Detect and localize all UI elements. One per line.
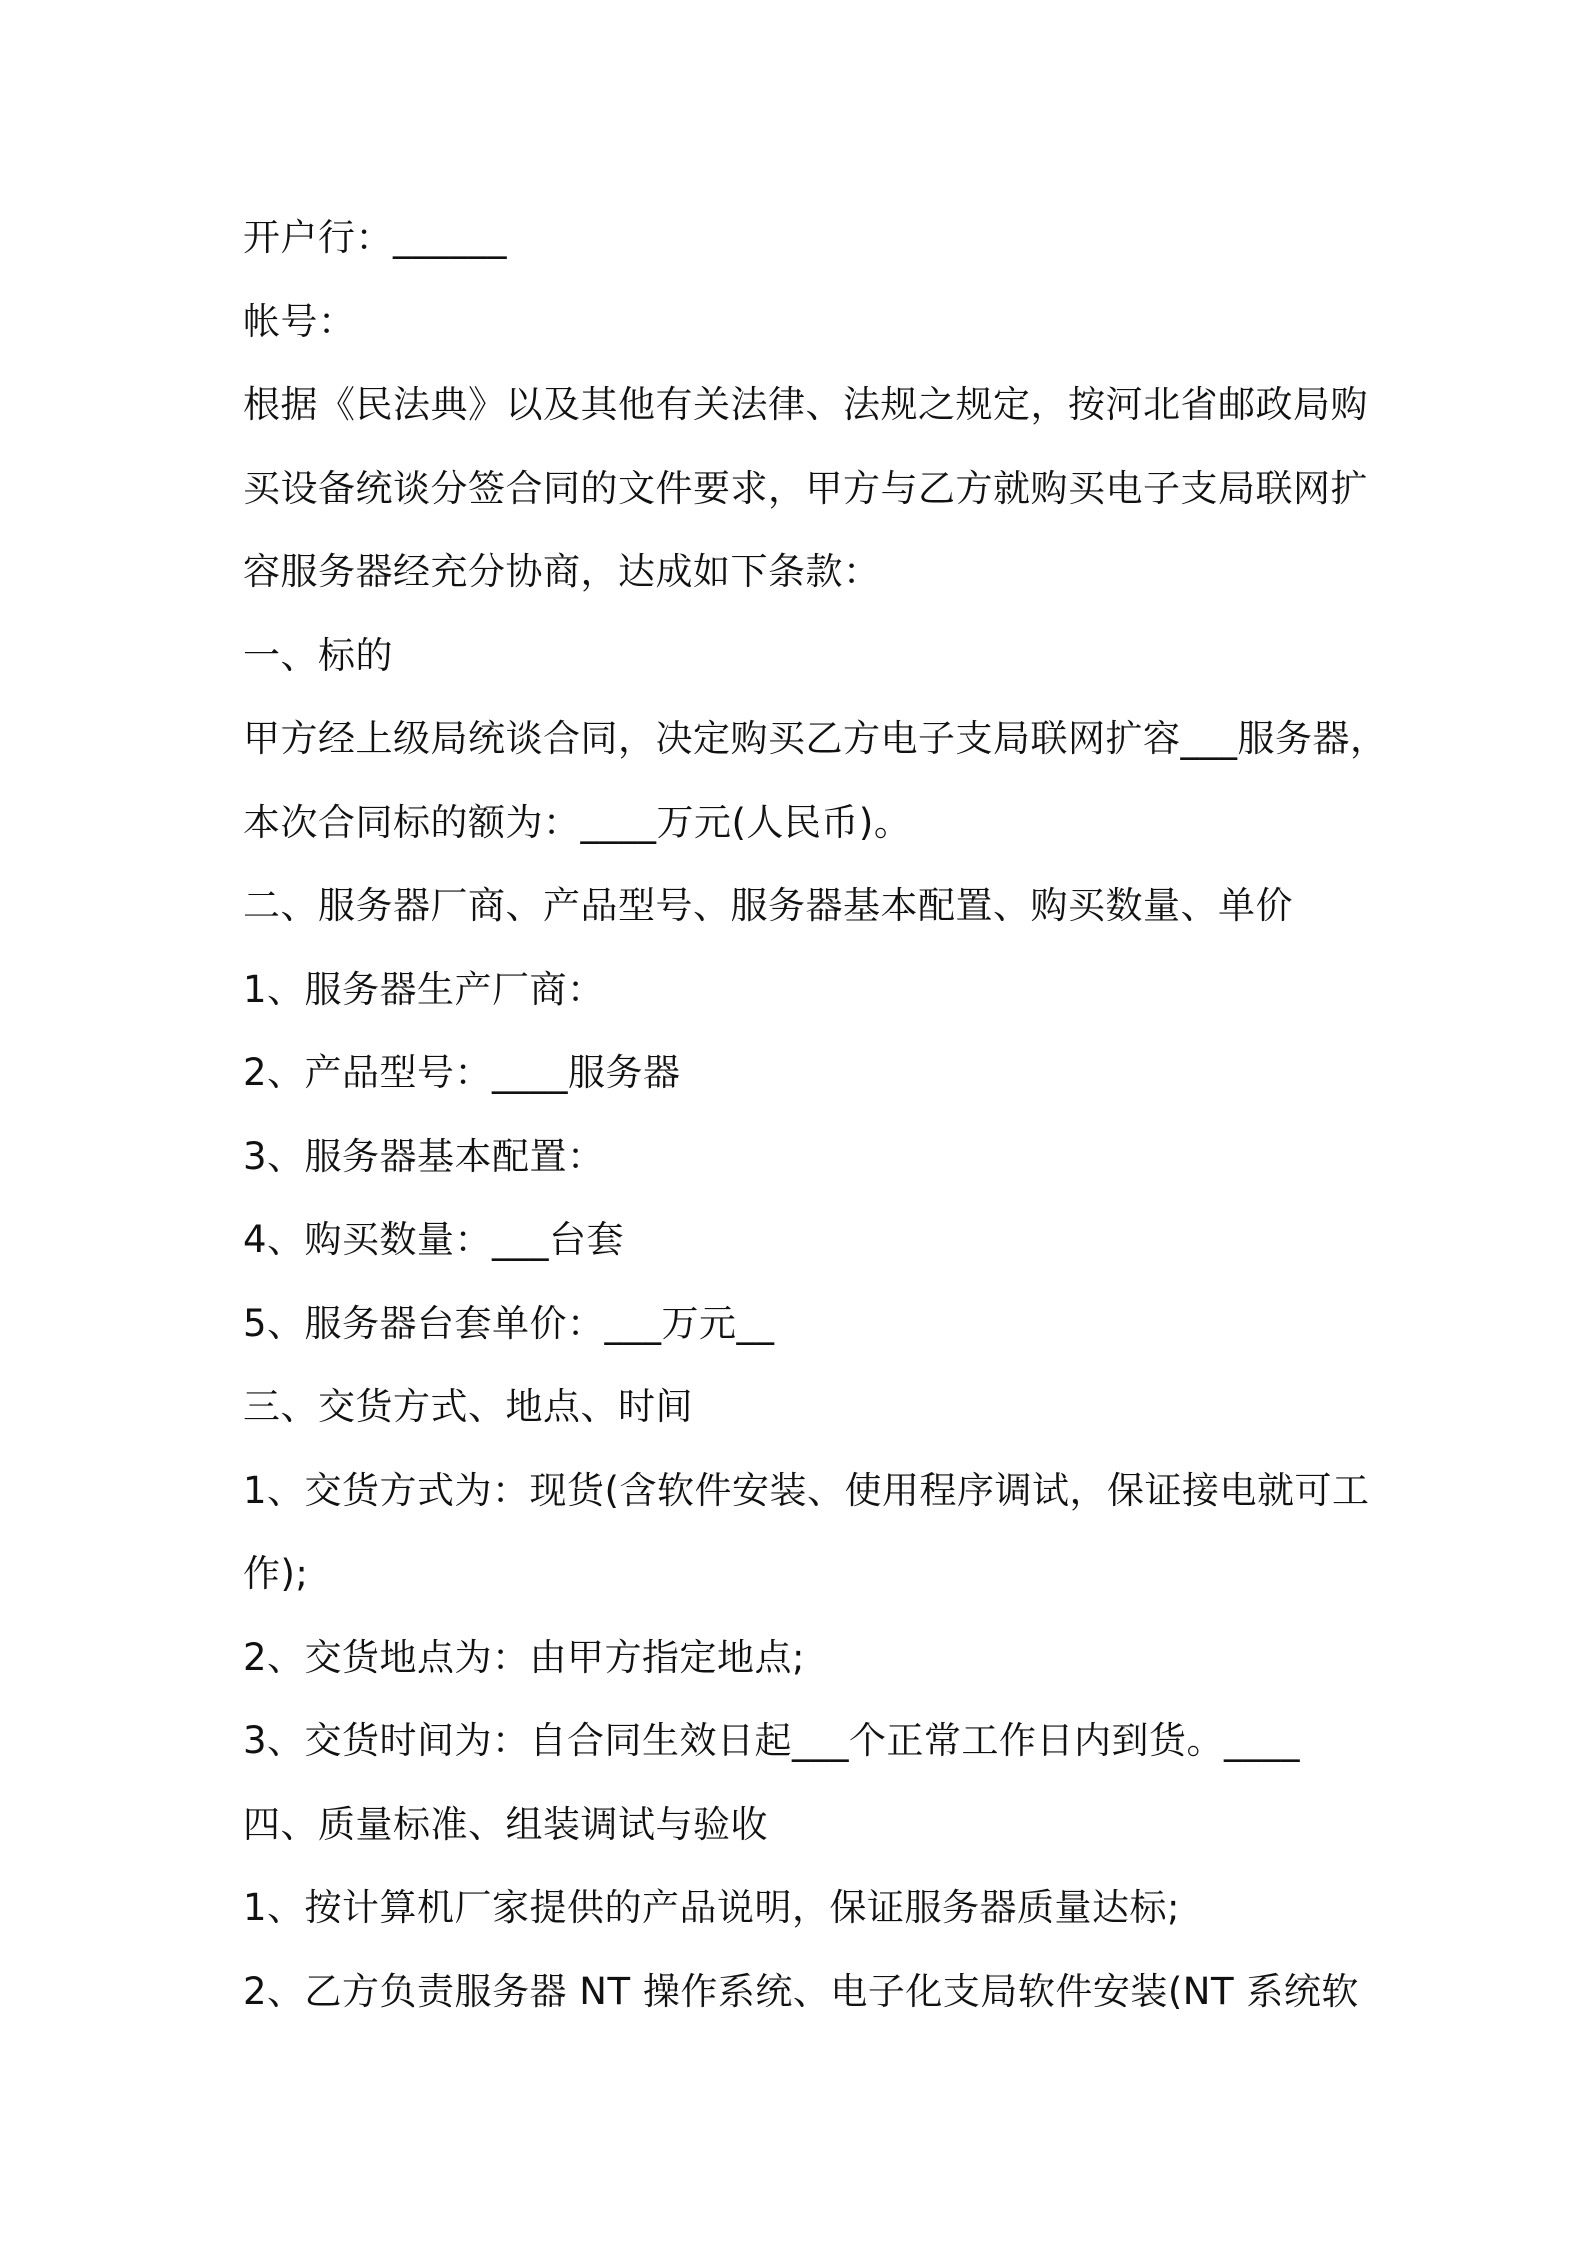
account-line: 帐号： bbox=[243, 299, 356, 343]
bank-line: 开户行：______ bbox=[243, 216, 507, 259]
section-2-heading: 二、服务器厂商、产品型号、服务器基本配置、购买数量、单价 bbox=[243, 884, 1293, 927]
section-3-item-1-line-1: 1、交货方式为：现货(含软件安装、使用程序调试，保证接电就可工 bbox=[243, 1468, 1370, 1512]
preamble-line-3: 容服务器经充分协商，达成如下条款： bbox=[243, 550, 881, 593]
section-4-item-2: 2、乙方负责服务器 NT 操作系统、电子化支局软件安装(NT 系统软 bbox=[243, 1969, 1359, 2013]
section-1-text-line-1: 甲方经上级局统谈合同，决定购买乙方电子支局联网扩容___服务器， bbox=[243, 717, 1388, 760]
section-2-item-4: 4、购买数量：___台套 bbox=[243, 1218, 625, 1261]
section-3-item-1-line-2: 作); bbox=[243, 1552, 309, 1595]
section-2-item-2: 2、产品型号：____服务器 bbox=[243, 1051, 681, 1094]
preamble-line-2: 买设备统谈分签合同的文件要求，甲方与乙方就购买电子支局联网扩 bbox=[243, 466, 1368, 510]
section-4-item-1: 1、按计算机厂家提供的产品说明，保证服务器质量达标; bbox=[243, 1886, 1181, 1929]
section-2-item-3: 3、服务器基本配置： bbox=[243, 1134, 605, 1178]
section-4-heading: 四、质量标准、组装调试与验收 bbox=[243, 1802, 768, 1846]
section-2-item-1: 1、服务器生产厂商： bbox=[243, 967, 605, 1011]
section-2-item-5: 5、服务器台套单价：___万元__ bbox=[243, 1301, 775, 1345]
section-1-text-line-2: 本次合同标的额为：____万元(人民币)。 bbox=[243, 800, 912, 844]
section-1-heading: 一、标的 bbox=[243, 633, 393, 677]
section-3-item-3: 3、交货时间为：自合同生效日起___个正常工作日内到货。____ bbox=[243, 1719, 1301, 1762]
section-3-item-2: 2、交货地点为：由甲方指定地点; bbox=[243, 1635, 806, 1679]
section-3-heading: 三、交货方式、地点、时间 bbox=[243, 1385, 693, 1428]
document-body bbox=[243, 196, 1388, 2033]
preamble-line-1: 根据《民法典》以及其他有关法律、法规之规定，按河北省邮政局购 bbox=[243, 383, 1368, 426]
